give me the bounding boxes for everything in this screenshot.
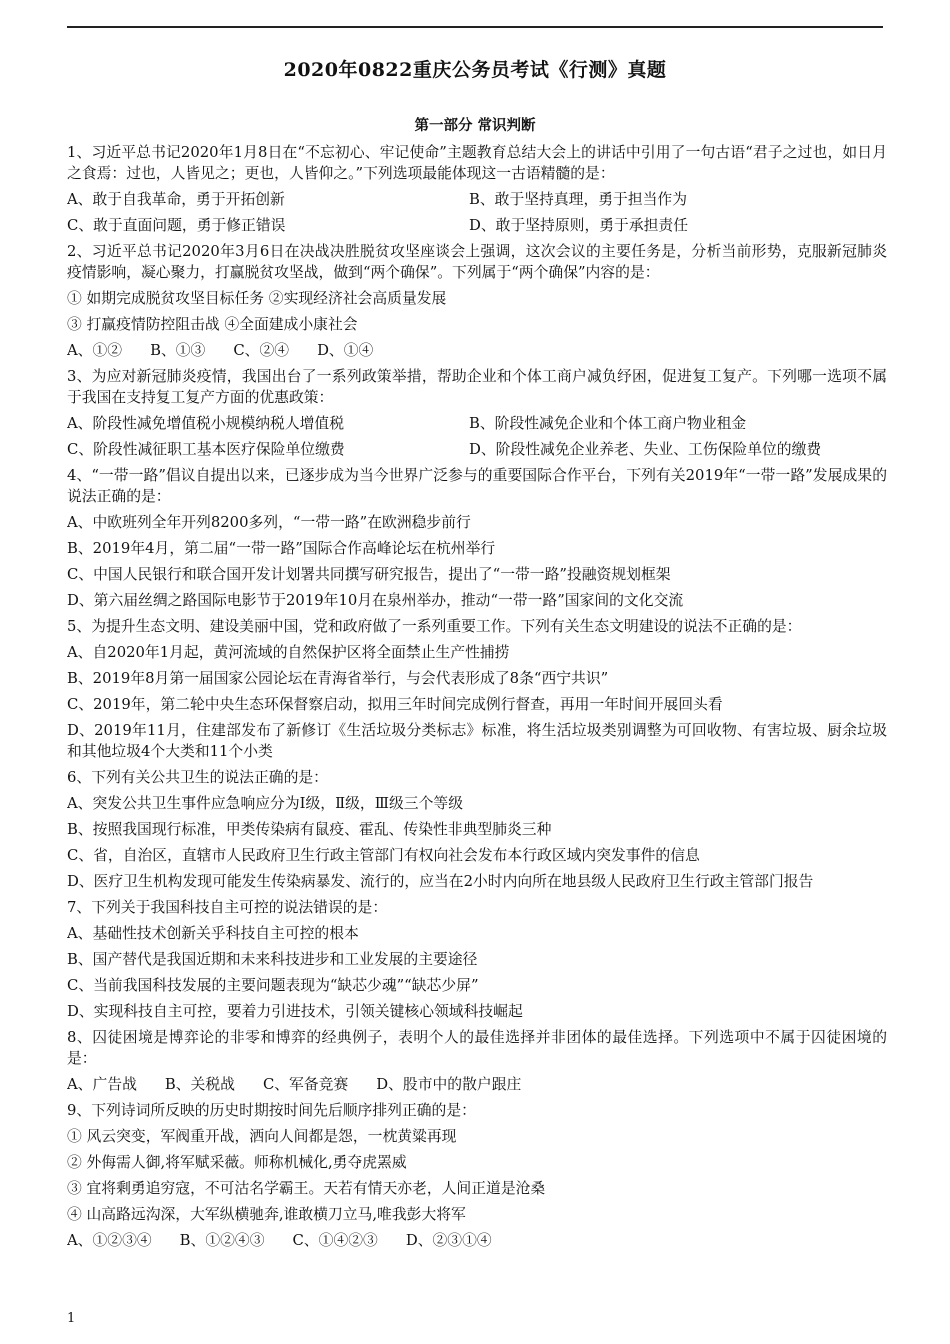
question-8 xyxy=(67,1025,887,1098)
option-d: D、2019年11月，住建部发布了新修订《生活垃圾分类标志》标准，将生活垃圾类别调整为可回收物、有害垃圾、厨余垃圾和其他垃圾4个大类和11个小类 xyxy=(67,722,887,760)
option-a: A、①②③④ xyxy=(67,1232,152,1249)
option-a: A、①② xyxy=(67,342,123,359)
option-c: C、②④ xyxy=(233,342,290,359)
question-stem: 3、为应对新冠肺炎疫情，我国出台了一系列政策举措，帮助企业和个体工商户减负纾困，促进复工复产。下列哪一选项不属于我国在支持复工复产方面的优惠政策： xyxy=(67,368,887,406)
page-number: 1 xyxy=(67,1311,76,1326)
option-c: C、①④②③ xyxy=(292,1232,378,1249)
question-3 xyxy=(67,364,887,463)
option-c: C、当前我国科技发展的主要问题表现为“缺芯少魂”“缺芯少屏” xyxy=(67,977,479,994)
question-stem: 1、习近平总书记2020年1月8日在“不忘初心、牢记使命”主题教育总结大会上的讲话中引用了一句古语“君子之过也，如日月之食焉：过也，人皆见之；更也，人皆仰之。”下列选项最能体现这一古语精髓的是： xyxy=(67,144,887,182)
option-c: C、省，自治区，直辖市人民政府卫生行政主管部门有权向社会发布本行政区域内突发事件的信息 xyxy=(67,847,700,864)
question-stem: 5、为提升生态文明、建设美丽中国，党和政府做了一系列重要工作。下列有关生态文明建设的说法不正确的是： xyxy=(67,618,802,635)
option-b: B、①②④③ xyxy=(179,1232,265,1249)
section-title: 第一部分 常识判断 xyxy=(414,117,536,134)
option-c: C、阶段性减征职工基本医疗保险单位缴费 xyxy=(67,441,345,458)
option-d: D、②③①④ xyxy=(405,1232,492,1249)
question-stem: 4、“一带一路”倡议自提出以来，已逐步成为当今世界广泛参与的重要国际合作平台，下列有关2019年“一带一路”发展成果的说法正确的是： xyxy=(67,467,887,505)
question-1 xyxy=(67,140,887,239)
document-title: 2020年0822重庆公务员考试《行测》真题 xyxy=(283,59,667,81)
option-row xyxy=(67,411,887,437)
option-d: D、①④ xyxy=(317,342,374,359)
question-stem: 2、习近平总书记2020年3月6日在决战决胜脱贫攻坚座谈会上强调，这次会议的主要任务是，分析当前形势，克服新冠肺炎疫情影响，凝心聚力，打赢脱贫攻坚战，做到“两个确保”。下列属于“两个确保”内容的是： xyxy=(67,243,887,281)
option-c: C、中国人民银行和联合国开发计划署共同撰写研究报告，提出了“一带一路”投融资规划框架 xyxy=(67,566,671,583)
option-b: B、国产替代是我国近期和未来科技进步和工业发展的主要途径 xyxy=(67,951,478,968)
option-a: A、自2020年1月起，黄河流域的自然保护区将全面禁止生产性捕捞 xyxy=(67,644,510,661)
option-a: A、突发公共卫生事件应急响应分为Ⅰ级，Ⅱ级，Ⅲ级三个等级 xyxy=(67,795,463,812)
option-d: D、医疗卫生机构发现可能发生传染病暴发、流行的，应当在2小时内向所在地县级人民政府卫生行政主管部门报告 xyxy=(67,873,814,890)
option-row xyxy=(67,437,887,463)
question-stem: 8、囚徒困境是博弈论的非零和博弈的经典例子，表明个人的最佳选择并非团体的最佳选择。下列选项中不属于囚徒困境的是： xyxy=(67,1029,887,1067)
header-rule xyxy=(67,26,883,28)
option-b: B、阶段性减免企业和个体工商户物业租金 xyxy=(469,415,747,432)
option-d: D、第六届丝绸之路国际电影节于2019年10月在泉州举办，推动“一带一路”国家间的文化交流 xyxy=(67,592,684,609)
option-row xyxy=(67,187,887,213)
option-b: B、按照我国现行标准，甲类传染病有鼠疫、霍乱、传染性非典型肺炎三种 xyxy=(67,821,552,838)
question-4 xyxy=(67,463,887,614)
question-6 xyxy=(67,765,887,895)
option-d: D、阶段性减免企业养老、失业、工伤保险单位的缴费 xyxy=(469,441,822,458)
question-5 xyxy=(67,614,887,765)
option-b: B、2019年4月，第二届“一带一路”国际合作高峰论坛在杭州举行 xyxy=(67,540,496,557)
question-list xyxy=(67,140,887,1254)
question-stem: 7、下列关于我国科技自主可控的说法错误的是： xyxy=(67,899,388,916)
question-7 xyxy=(67,895,887,1025)
option-b: B、关税战 xyxy=(164,1076,235,1093)
option-row xyxy=(67,338,887,364)
option-b: B、2019年8月第一届国家公园论坛在青海省举行，与会代表形成了8条“西宁共识” xyxy=(67,670,609,687)
option-b: B、敢于坚持真理，勇于担当作为 xyxy=(469,191,688,208)
statement-item: ④ 山高路远沟深，大军纵横驰奔,谁敢横刀立马,唯我彭大将军 xyxy=(67,1206,466,1223)
option-c: C、敢于直面问题，勇于修正错误 xyxy=(67,217,286,234)
option-d: D、股市中的散户跟庄 xyxy=(376,1076,522,1093)
question-9 xyxy=(67,1098,887,1254)
option-a: A、中欧班列全年开列8200多列，“一带一路”在欧洲稳步前行 xyxy=(67,514,471,531)
option-row xyxy=(67,213,887,239)
statement-item: ③ 打赢疫情防控阻击战 ④全面建成小康社会 xyxy=(67,316,358,333)
option-a: A、阶段性减免增值税小规模纳税人增值税 xyxy=(67,415,345,432)
question-2 xyxy=(67,239,887,364)
statement-item: ① 风云突变，军阀重开战，洒向人间都是怨，一枕黄粱再现 xyxy=(67,1128,457,1145)
option-c: C、2019年，第二轮中央生态环保督察启动，拟用三年时间完成例行督查，再用一年时间开展回头看 xyxy=(67,696,723,713)
question-stem: 6、下列有关公共卫生的说法正确的是： xyxy=(67,769,328,786)
option-row xyxy=(67,1228,887,1254)
option-a: A、敢于自我革命，勇于开拓创新 xyxy=(67,191,285,208)
option-a: A、基础性技术创新关乎科技自主可控的根本 xyxy=(67,925,359,942)
option-a: A、广告战 xyxy=(67,1076,137,1093)
question-stem: 9、下列诗词所反映的历史时期按时间先后顺序排列正确的是： xyxy=(67,1102,476,1119)
option-b: B、①③ xyxy=(150,342,206,359)
option-c: C、军备竞赛 xyxy=(262,1076,349,1093)
option-d: D、敢于坚持原则，勇于承担责任 xyxy=(469,217,689,234)
statement-item: ③ 宜将剩勇追穷寇，不可沽名学霸王。天若有情天亦老，人间正道是沧桑 xyxy=(67,1180,546,1197)
statement-item: ② 外侮需人御,将军赋采薇。师称机械化,勇夺虎罴威 xyxy=(67,1154,407,1171)
statement-item: ① 如期完成脱贫攻坚目标任务 ②实现经济社会高质量发展 xyxy=(67,290,447,307)
option-row xyxy=(67,1072,887,1098)
option-d: D、实现科技自主可控，要着力引进技术，引领关键核心领域科技崛起 xyxy=(67,1003,523,1020)
